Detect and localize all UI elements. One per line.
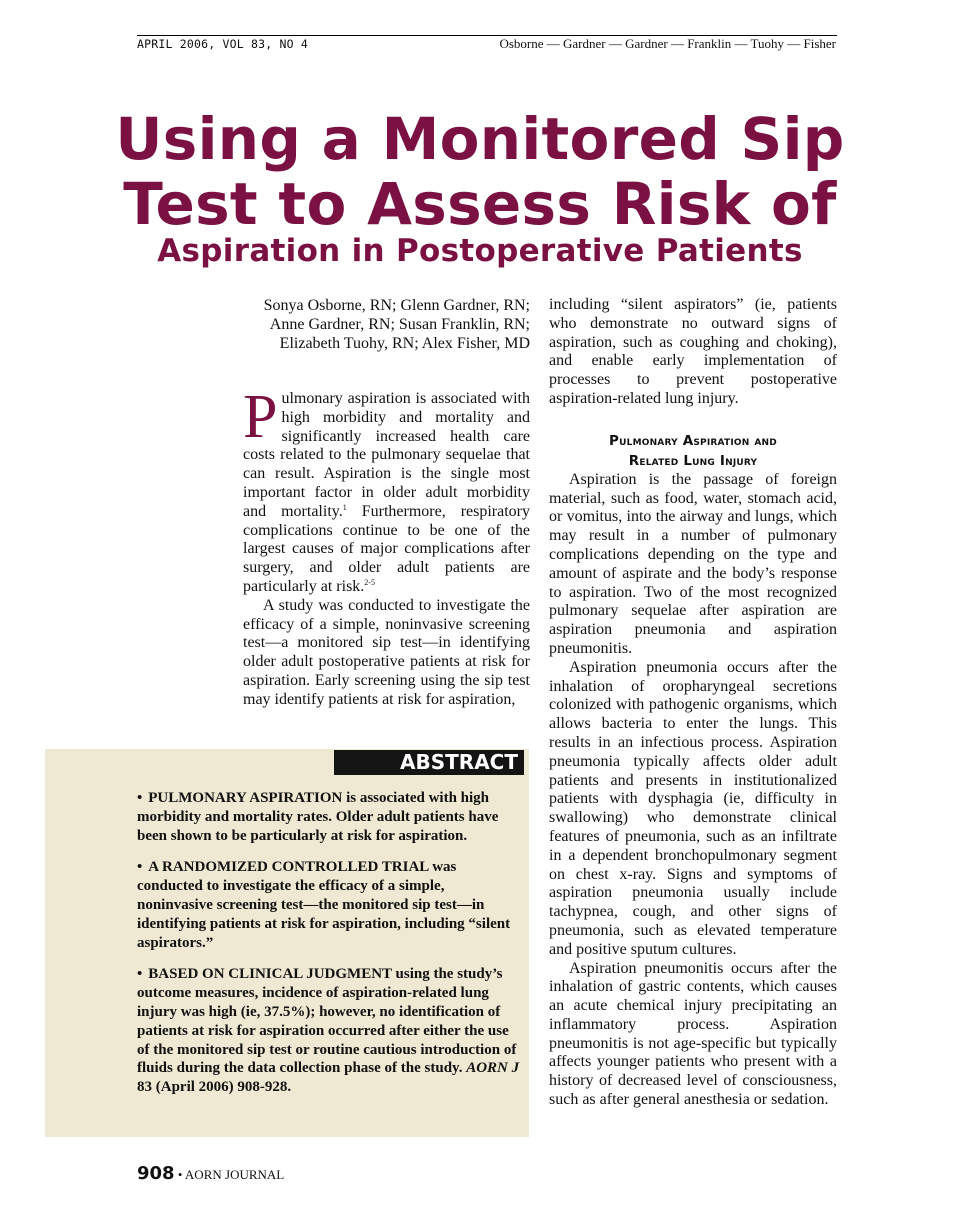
study-paragraph-continued: including “silent aspirators” (ie, patients who demonstrate no outward signs of aspiration, such as coughing and choking), and enable early implementation of processes to prevent postoperative aspiration-related lung injury.: [549, 296, 837, 407]
aspiration-pneumonitis-paragraph: Aspiration pneumonitis occurs after the inhalation of gastric contents, which causes an acute chemical injury precipitating an inflammatory process. Aspiration pneumonitis is not age-specific but typically affects younger patients who present with a history of decreased level of consciousness, such as after general anesthesia or sedation.: [549, 959, 837, 1109]
reference-1: 1: [342, 502, 347, 512]
title-line-2: Test to Assess Risk of: [123, 170, 837, 238]
page-number: 908: [137, 1163, 175, 1184]
right-column: [549, 296, 837, 1110]
abstract-items: [137, 789, 521, 1110]
study-paragraph: A study was conducted to investigate the efficacy of a simple, noninvasive screening test—a monitored sip test—in identifying older adult postoperative patients at risk for aspiration. Early screening using the sip test may identify patients at risk for aspiration,: [243, 596, 530, 708]
title-line-3: Aspiration in Postoperative Patients: [157, 233, 803, 269]
aspiration-pneumonia-paragraph: Aspiration pneumonia occurs after the inhalation of oropharyngeal secretions colonized with pathogenic organisms, which allows bacteria to enter the lungs. This results in an infectious process. Aspiration pneumonia typically affects older adult patients and presents in institutionalized patients with dysphagia (ie, difficulty in swallowing) who demonstrate clinical features of pneumonia, such as an infiltrate in a dependent bronchopulmonary segment on chest x-ray. Signs and symptoms of aspiration pneumonia usually include tachypnea, cough, and other signs of pneumonia, such as elevated temperature and positive sputum cultures.: [549, 658, 837, 958]
reference-2-5: 2-5: [364, 577, 375, 587]
abstract-item: • A RANDOMIZED CONTROLLED TRIAL was conducted to investigate the efficacy of a simple, noninvasive screening test—the monitored sip test—in identifying patients at risk for aspiration, including “silent aspirators.”: [137, 859, 511, 951]
journal-name: AORN JOURNAL: [184, 1167, 285, 1182]
byline: Sonya Osborne, RN; Glenn Gardner, RN; Anne Gardner, RN; Susan Franklin, RN; Elizabeth Tuohy, RN; Alex Fisher, MD: [263, 297, 530, 352]
abstract-item: • PULMONARY ASPIRATION is associated with high morbidity and mortality rates. Older adult patients have been shown to be particularly at risk for aspiration.: [137, 790, 499, 844]
intro-paragraph: Pulmonary aspiration is associated with high morbidity and mortality and significantly increased health care costs related to the pulmonary sequelae that can result. Aspiration is the single most important factor in older adult morbidity and mortality.$^1$ Furthermore, respiratory complications continue to be one of the largest causes of major complications after surgery, and older adult patients are particularly at risk.$^{2-5}$: [243, 383, 530, 595]
bullet-icon: •: [137, 790, 143, 806]
abstract-label: ABSTRACT: [334, 750, 524, 775]
drop-cap: P: [243, 383, 278, 451]
running-authors: Osborne — Gardner — Gardner — Franklin — Tuohy — Fisher: [499, 36, 836, 51]
aspiration-definition-paragraph: Aspiration is the passage of foreign material, such as food, water, stomach acid, or vomitus, into the airway and lungs, which may result in a number of pulmonary complications depending on the type and amount of aspirate and the body’s response to aspiration. Two of the most recognized pulmonary sequelae after aspiration are aspiration pneumonia and aspiration pneumonitis.: [549, 470, 837, 657]
journal-abbrev: AORN J: [466, 1060, 520, 1077]
abstract-item: • BASED ON CLINICAL JUDGMENT using the study’s outcome measures, incidence of aspiration-related lung injury was high (ie, 37.5%); however, no identification of patients at risk for aspiration occurred after either the use of the monitored sip test or routine cautious introduction of fluids during the data collection phase of the study. AORN J 83 (April 2006) 908-928.: [137, 966, 520, 1096]
bullet-icon: •: [137, 859, 143, 876]
bullet-icon: •: [137, 966, 143, 983]
issue-info: APRIL 2006, VOL 83, NO 4: [137, 37, 308, 51]
left-column: [243, 383, 530, 710]
section-heading: Pulmonary Aspiration and Related Lung Injury: [609, 432, 777, 469]
title-line-1: Using a Monitored Sip: [115, 105, 845, 173]
page-footer: 908 • AORN JOURNAL: [137, 1163, 285, 1184]
